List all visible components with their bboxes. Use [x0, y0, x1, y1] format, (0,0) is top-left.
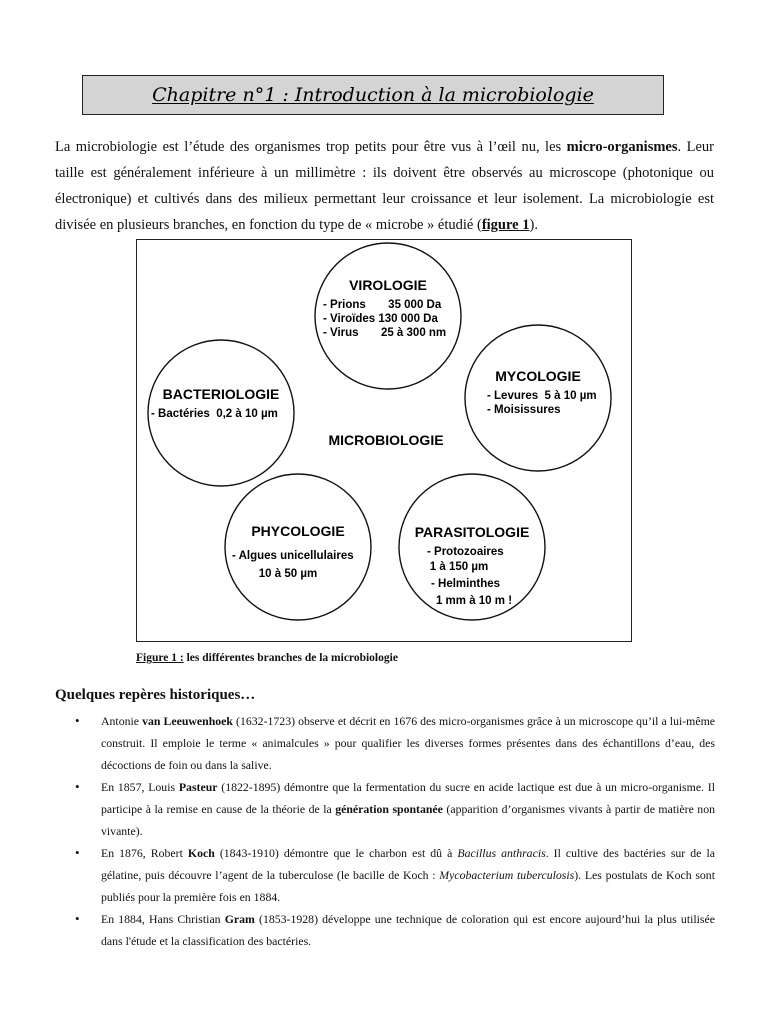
figure-reference-link[interactable]: figure 1: [481, 217, 530, 233]
circle-line-mycologie-2: - Moisissures: [487, 404, 561, 416]
history-name: Koch: [187, 846, 215, 860]
history-text: (1853-1928) développe une technique de coloration qui est encore aujourd’hui la plus utilisée dans l'étude et la classification des bactéries.: [101, 912, 715, 948]
figure-caption-label: Figure 1 :: [136, 652, 184, 664]
history-text: En 1884, Hans Christian: [101, 912, 225, 926]
history-list: [65, 710, 715, 952]
bullet-icon: •: [75, 713, 80, 728]
history-text: En 1876, Robert: [101, 846, 188, 860]
history-text: ). Les postulats de Koch sont publiés pour la première fois en 1884.: [101, 868, 715, 904]
history-species: Mycobacterium tuberculosis: [439, 868, 575, 882]
circle-phycologie: [225, 474, 371, 620]
history-name: Gram: [224, 912, 255, 926]
circle-line-mycologie-1: - Levures 5 à 10 µm: [487, 390, 597, 402]
history-text: (1822-1895) démontre que la fermentation du sucre en acide lactique est due à un micro-organisme. Il participe à la remise en cause de la théorie de la: [101, 780, 715, 816]
circle-line-parasitologie-1: - Protozoaires: [427, 546, 504, 558]
history-text: (1632-1723) observe et décrit en 1676 des micro-organismes grâce à un microscope qu’il a lui-même construit. Il emploie le terme « animalcules » pour qualifier les diverses formes présentes dans des échantillons d’eau, des décoctions de foin ou dans la salive.: [101, 714, 716, 772]
history-species: Bacillus anthracis: [457, 846, 546, 860]
bullet-icon: •: [75, 911, 80, 926]
intro-paragraph: [55, 134, 714, 238]
intro-text-2: . Leur taille est généralement inférieure à un millimètre : ils doivent être observés au microscope (photonique ou électronique) et cultivés dans des milieux permettant leur croissance et leur isolement. La microbiologie est divisée en plusieurs branches, en fonction du type de « microbe » étudié (: [55, 139, 714, 233]
bullet-icon: •: [75, 845, 80, 860]
circle-title-mycologie: MYCOLOGIE: [495, 368, 581, 384]
intro-text-1: La microbiologie est l’étude des organismes trop petits pour être vus à l’œil nu, les: [55, 139, 567, 155]
circle-line-virologie-1: - Prions 35 000 Da: [323, 299, 442, 311]
list-item: [65, 710, 715, 776]
intro-bold-term: micro-organismes: [566, 139, 678, 155]
circle-title-virologie: VIROLOGIE: [349, 277, 427, 293]
history-text: Antonie: [101, 714, 143, 728]
intro-text-3: ).: [529, 217, 538, 233]
circle-title-parasitologie: PARASITOLOGIE: [414, 524, 530, 540]
circle-bacteriologie: [148, 340, 294, 486]
circle-line-virologie-3: - Virus 25 à 300 nm: [323, 327, 447, 339]
circle-title-bacteriologie: BACTERIOLOGIE: [162, 386, 280, 402]
circle-line-parasitologie-2: 1 à 150 µm: [429, 561, 489, 573]
circle-line-parasitologie-3: - Helminthes: [431, 578, 501, 590]
center-label-microbiologie: MICROBIOLOGIE: [328, 432, 444, 448]
history-heading: Quelques repères historiques…: [55, 687, 256, 703]
circle-title-phycologie: PHYCOLOGIE: [251, 523, 345, 539]
circle-line-phycologie-2: 10 à 50 µm: [258, 568, 318, 580]
figure-diagram: [137, 240, 633, 643]
circle-line-phycologie-1: - Algues unicellulaires: [232, 550, 354, 562]
microbiology-figure: [136, 239, 632, 642]
circle-parasitologie: [399, 474, 545, 620]
chapter-title-box: [82, 75, 664, 115]
circle-line-parasitologie-4: 1 mm à 10 m !: [435, 595, 513, 607]
history-text: En 1857, Louis: [101, 780, 179, 794]
list-item: [65, 908, 715, 952]
circle-line-bacteriologie-1: - Bactéries 0,2 à 10 µm: [151, 408, 278, 420]
circle-mycologie: [465, 325, 611, 471]
list-item: [65, 842, 715, 908]
circle-line-virologie-2: - Viroïdes 130 000 Da: [323, 313, 438, 325]
list-item: [65, 776, 715, 842]
bullet-icon: •: [75, 779, 80, 794]
history-name: Pasteur: [178, 780, 218, 794]
figure-caption-text: les différentes branches de la microbiologie: [183, 652, 398, 664]
circle-virologie: [315, 243, 461, 389]
history-text: (1843-1910) démontre que le charbon est dû à: [214, 846, 458, 860]
history-name: van Leeuwenhoek: [142, 714, 233, 728]
chapter-title: Chapitre n°1 : Introduction à la microbiologie: [152, 84, 594, 106]
history-text: . Il cultive des bactéries sur de la gélatine, puis découvre l’agent de la tuberculose (le bacille de Koch :: [101, 846, 715, 882]
history-term: génération spontanée: [335, 802, 443, 816]
history-text: (apparition d’organismes vivants à partir de matière non vivante).: [101, 802, 715, 838]
figure-caption: [136, 652, 398, 664]
